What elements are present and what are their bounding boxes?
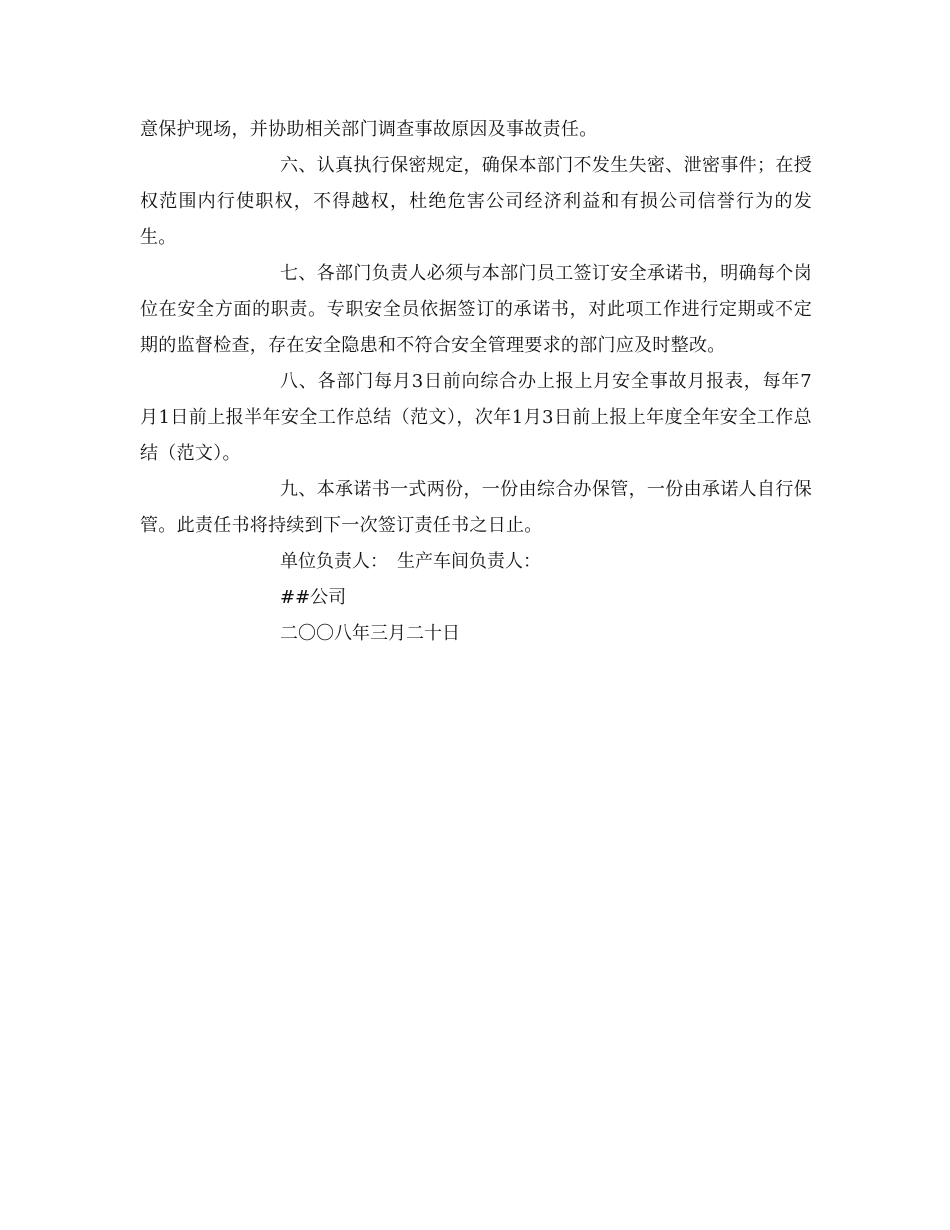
document-page xyxy=(140,112,812,652)
paragraph-item-6: 六、认真执行保密规定，确保本部门不发生失密、泄密事件；在授权范围内行使职权，不得越权，杜绝危害公司经济利益和有损公司信誉行为的发生。 xyxy=(140,155,812,248)
paragraph-item-9: 九、本承诺书一式两份，一份由综合办保管，一份由承诺人自行保管。此责任书将持续到下一次签订责任书之日止。 xyxy=(140,479,812,536)
paragraph-item-8: 八、各部门每月3日前向综合办上报上月安全事故月报表，每年7月1日前上报半年安全工作总结（范文），次年1月3日前上报上年度全年安全工作总结（范文）。 xyxy=(140,371,812,464)
paragraph-continuation: 意保护现场，并协助相关部门调查事故原因及事故责任。 xyxy=(140,119,598,140)
paragraph-item-7: 七、各部门负责人必须与本部门员工签订安全承诺书，明确每个岗位在安全方面的职责。专职安全员依据签订的承诺书，对此项工作进行定期或不定期的监督检查，存在安全隐患和不符合安全管理要求的部门应及时整改。 xyxy=(140,263,812,356)
document-date: 二〇〇八年三月二十日 xyxy=(280,623,460,644)
signature-line: 单位负责人： 生产车间负责人： xyxy=(280,551,541,572)
company-name: ##公司 xyxy=(280,587,347,608)
